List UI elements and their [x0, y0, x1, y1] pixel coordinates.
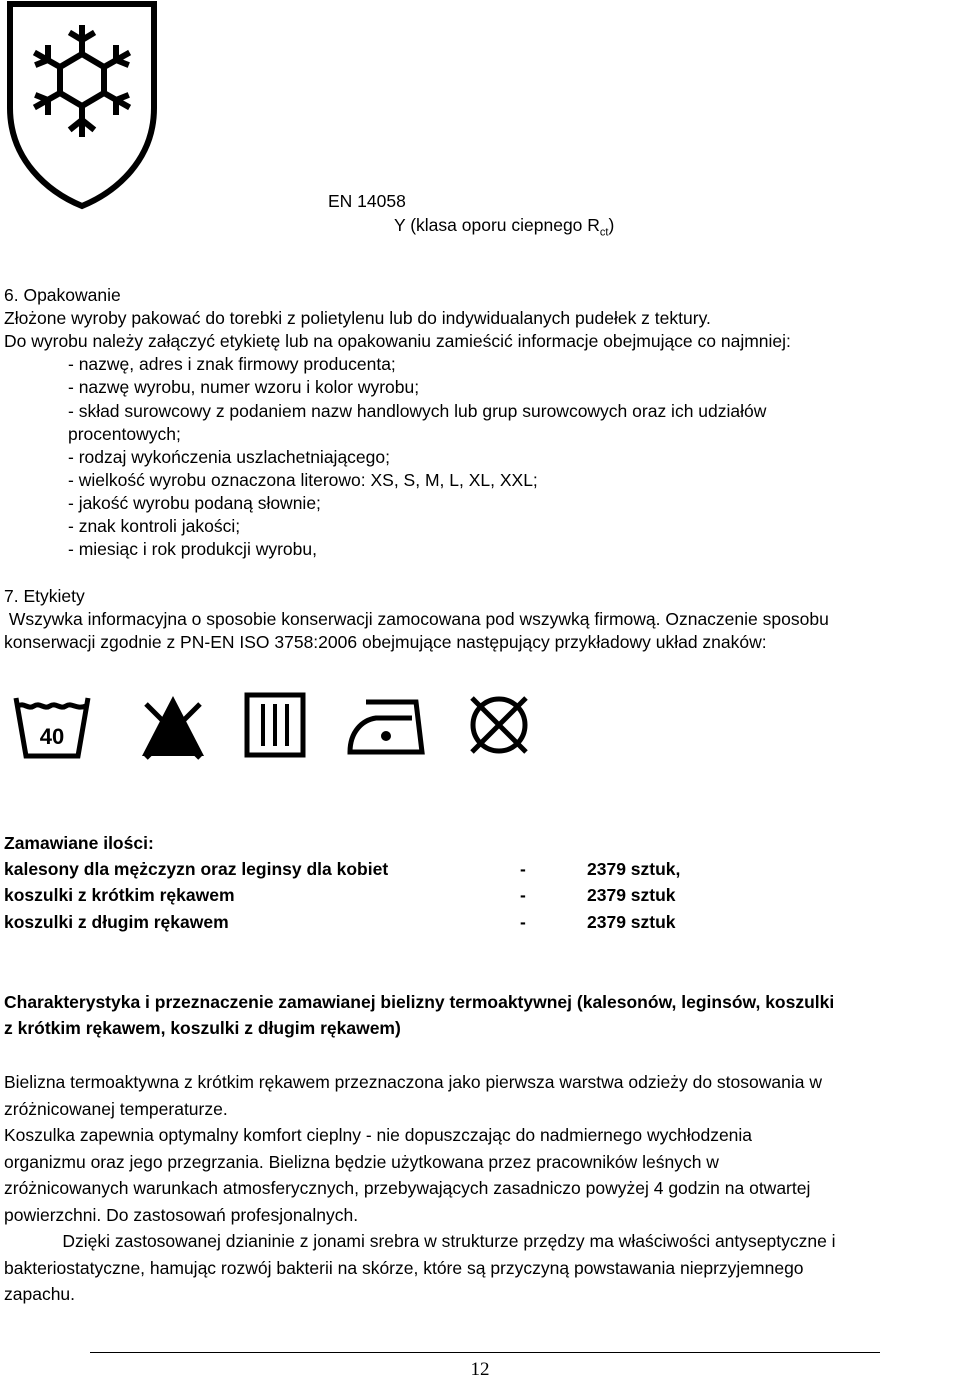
footer-divider [90, 1352, 880, 1353]
body-line: Koszulka zapewnia optymalny komfort cieplny - nie dopuszczając do nadmiernego wychłodzenia [4, 1125, 753, 1145]
list-item: - wielkość wyrobu oznaczona literowo: XS, S, M, L, XL, XXL; [68, 470, 538, 490]
list-item: - nazwę, adres i znak firmowy producenta; [68, 354, 396, 374]
characteristics-heading-cont: z krótkim rękawem, koszulki z długim rękawem) [4, 1018, 401, 1038]
orders-heading: Zamawiane ilości: [4, 833, 154, 853]
body-line: bakteriostatyczne, hamując rozwój bakterii na skórze, które są przyczyną powstawania nieprzyjemnego [4, 1258, 804, 1278]
body-line: zróżnicowanej temperaturze. [4, 1099, 228, 1119]
list-item: - znak kontroli jakości; [68, 516, 241, 536]
section7-line2: konserwacji zgodnie z PN-EN ISO 3758:2006 obejmujące następujący przykładowy układ znaków: [4, 632, 767, 652]
list-item: - skład surowcowy z podaniem nazw handlowych lub grup surowcowych oraz ich udziałów [68, 401, 767, 421]
order-dash: - [520, 912, 526, 932]
iron-low-icon [346, 692, 430, 758]
snowflake-shield-icon [6, 0, 158, 210]
page-number: 12 [470, 1359, 490, 1380]
body-line: zróżnicowanych warunkach atmosferycznych, przebywających zasadniczo powyżej 4 godzin na otwartej [4, 1178, 811, 1198]
body-line: Bielizna termoaktywna z krótkim rękawem przeznaczona jako pierwsza warstwa odzieży do stosowania w [4, 1072, 822, 1092]
section7-line1: Wszywka informacyjna o sposobie konserwacji zamocowana pod wszywką firmową. Oznaczenie sposobu [4, 609, 829, 629]
list-item: procentowych; [68, 424, 181, 444]
section6-heading: 6. Opakowanie [4, 285, 121, 305]
order-quantity: 2379 sztuk [587, 912, 676, 932]
order-quantity: 2379 sztuk [587, 885, 676, 905]
order-item: kalesony dla mężczyzn oraz leginsy dla kobiet [4, 859, 389, 879]
standard-code: EN 14058 [328, 191, 406, 211]
section6-paragraph2: Do wyrobu należy załączyć etykietę lub na opakowaniu zamieścić informacje obejmujące co najmniej: [4, 331, 791, 351]
standard-class: Y (klasa oporu ciepnego $R_{ct}$) [394, 215, 615, 239]
list-item: - nazwę wyrobu, numer wzoru i kolor wyrobu; [68, 377, 420, 397]
order-quantity: 2379 sztuk, [587, 859, 681, 879]
order-dash: - [520, 885, 526, 905]
no-dry-clean-icon [466, 692, 532, 758]
order-dash: - [520, 859, 526, 879]
body-line: Dzięki zastosowanej dzianinie z jonami srebra w strukturze przędzy ma właściwości antyseptyczne i [4, 1231, 836, 1251]
list-item: - jakość wyrobu podaną słownie; [68, 493, 321, 513]
section7-heading: 7. Etykiety [4, 586, 85, 606]
no-bleach-icon [138, 692, 208, 762]
list-item: - rodzaj wykończenia uszlachetniającego; [68, 447, 390, 467]
list-item: - miesiąc i rok produkcji wyrobu, [68, 539, 317, 559]
body-line: organizmu oraz jego przegrzania. Bielizna będzie użytkowana przez pracowników leśnych w [4, 1152, 719, 1172]
order-item: koszulki z krótkim rękawem [4, 885, 235, 905]
body-line: zapachu. [4, 1284, 76, 1304]
wash-40-icon [12, 692, 92, 764]
body-line: powierzchni. Do zastosowań profesjonalnych. [4, 1205, 359, 1225]
characteristics-heading: Charakterystyka i przeznaczenie zamawianej bielizny termoaktywnej (kalesonów, leginsów, koszulki [4, 992, 835, 1012]
svg-text:40: 40 [39, 724, 65, 749]
drip-dry-icon [244, 692, 306, 758]
section6-paragraph1: Złożone wyroby pakować do torebki z polietylenu lub do indywidualanych pudełek z tektury. [4, 308, 711, 328]
order-item: koszulki z długim rękawem [4, 912, 229, 932]
